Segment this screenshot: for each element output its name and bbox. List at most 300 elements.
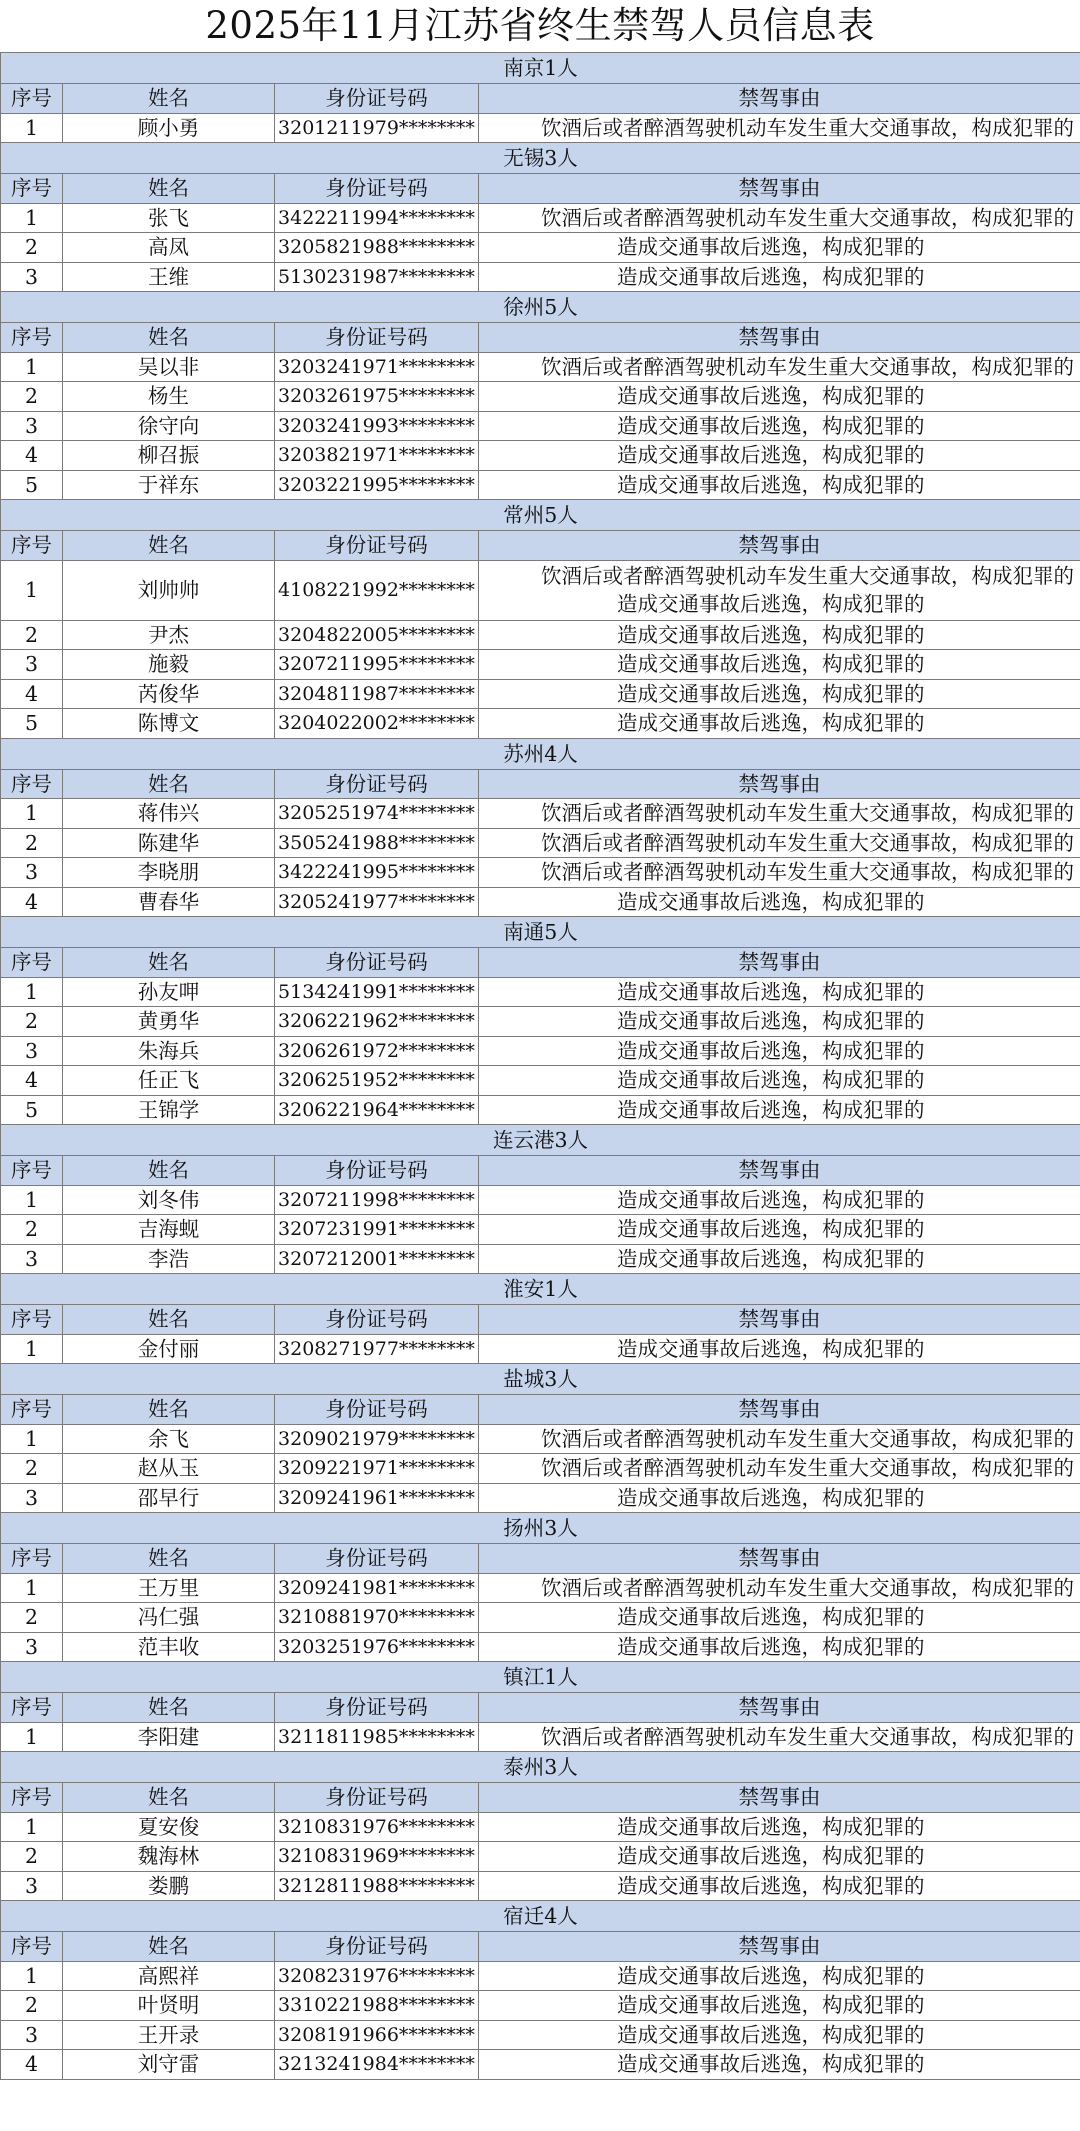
col-header-id: 身份证号码 (275, 1783, 479, 1813)
row-number: 3 (1, 650, 63, 680)
ban-reason-text: 造成交通事故后逃逸，构成犯罪的 (617, 1873, 925, 1898)
ban-reason-text: 饮酒后或者醉酒驾驶机动车发生重大交通事故，构成犯罪的 (541, 1426, 1075, 1451)
id-number: 3204822005******** (275, 620, 479, 650)
table-row (1, 1007, 1080, 1037)
table-row (1, 382, 1080, 412)
ban-reason (479, 1095, 1080, 1125)
row-number: 1 (1, 799, 63, 829)
ban-reason (479, 1573, 1080, 1603)
row-number: 3 (1, 858, 63, 888)
id-number: 3206221964******** (275, 1095, 479, 1125)
col-header-no: 序号 (1, 323, 63, 353)
row-number: 2 (1, 1603, 63, 1633)
row-number: 3 (1, 262, 63, 292)
table-row (1, 1603, 1080, 1633)
ban-reason (479, 1066, 1080, 1096)
city-name: 徐州5人 (1, 292, 1080, 323)
ban-reason-text: 造成交通事故后逃逸，构成犯罪的 (617, 1634, 925, 1659)
ban-reason (479, 233, 1080, 263)
ban-reason-text: 造成交通事故后逃逸，构成犯罪的 (617, 1485, 925, 1510)
column-header-row (1, 323, 1080, 353)
col-header-reason: 禁驾事由 (479, 1156, 1080, 1186)
table-row (1, 1961, 1080, 1991)
col-header-id: 身份证号码 (275, 1693, 479, 1723)
person-name: 芮俊华 (63, 679, 275, 709)
person-name: 李浩 (63, 1244, 275, 1274)
col-header-reason: 禁驾事由 (479, 1395, 1080, 1425)
city-header-row (1, 1901, 1080, 1932)
person-name: 黄勇华 (63, 1007, 275, 1037)
table-row (1, 1095, 1080, 1125)
page-title: 2025年11月江苏省终生禁驾人员信息表 (205, 4, 875, 47)
city-header-row (1, 53, 1080, 84)
row-number: 3 (1, 2020, 63, 2050)
table-row (1, 1215, 1080, 1245)
person-name: 魏海林 (63, 1842, 275, 1872)
person-name: 朱海兵 (63, 1036, 275, 1066)
person-name: 王开录 (63, 2020, 275, 2050)
person-name: 刘守雷 (63, 2050, 275, 2080)
city-name: 泰州3人 (1, 1752, 1080, 1783)
table-row (1, 799, 1080, 829)
person-name: 孙友呷 (63, 977, 275, 1007)
person-name: 吉海蚬 (63, 1215, 275, 1245)
id-number: 3205241977******** (275, 887, 479, 917)
ban-reason (479, 679, 1080, 709)
column-header-row (1, 769, 1080, 799)
ban-reason-text: 造成交通事故后逃逸，构成犯罪的 (617, 2022, 925, 2047)
col-header-no: 序号 (1, 84, 63, 114)
ban-reason-text: 造成交通事故后逃逸，构成犯罪的 (617, 264, 925, 289)
person-name: 任正飞 (63, 1066, 275, 1096)
id-number: 3209241981******** (275, 1573, 479, 1603)
col-header-no: 序号 (1, 1544, 63, 1574)
row-number: 2 (1, 828, 63, 858)
ban-reason (479, 382, 1080, 412)
person-name: 李阳建 (63, 1722, 275, 1752)
table-row (1, 1722, 1080, 1752)
table-row (1, 203, 1080, 233)
ban-reason-text: 造成交通事故后逃逸，构成犯罪的 (617, 1068, 925, 1092)
person-name: 陈博文 (63, 709, 275, 739)
person-name: 柳召振 (63, 441, 275, 471)
ban-reason-text: 造成交通事故后逃逸，构成犯罪的 (617, 1963, 925, 1988)
ban-reason (479, 560, 1080, 620)
ban-reason-text: 造成交通事故后逃逸，构成犯罪的 (617, 1187, 925, 1212)
row-number: 1 (1, 1334, 63, 1364)
id-number: 3209221971******** (275, 1454, 479, 1484)
table-row (1, 1842, 1080, 1872)
city-header-row (1, 1364, 1080, 1395)
person-name: 蒋伟兴 (63, 799, 275, 829)
ban-reason-text: 造成交通事故后逃逸，构成犯罪的 (617, 1246, 925, 1271)
ban-reason-text: 饮酒后或者醉酒驾驶机动车发生重大交通事故，构成犯罪的 (541, 563, 1075, 588)
col-header-name: 姓名 (63, 948, 275, 978)
col-header-name: 姓名 (63, 1783, 275, 1813)
col-header-no: 序号 (1, 1693, 63, 1723)
ban-reason-text: 造成交通事故后逃逸，构成犯罪的 (617, 1993, 925, 2017)
table-row (1, 1812, 1080, 1842)
city-name: 苏州4人 (1, 738, 1080, 769)
city-header-row (1, 500, 1080, 531)
ban-reason-text: 造成交通事故后逃逸，构成犯罪的 (617, 681, 925, 706)
id-number: 3310221988******** (275, 1991, 479, 2021)
id-number: 3505241988******** (275, 828, 479, 858)
person-name: 杨生 (63, 382, 275, 412)
city-header-row (1, 1752, 1080, 1783)
person-name: 王万里 (63, 1573, 275, 1603)
col-header-name: 姓名 (63, 1932, 275, 1962)
id-number: 3208231976******** (275, 1961, 479, 1991)
ban-reason (479, 650, 1080, 680)
ban-reason (479, 977, 1080, 1007)
row-number: 1 (1, 1424, 63, 1454)
table-row (1, 2020, 1080, 2050)
person-name: 娄鹏 (63, 1871, 275, 1901)
person-name: 陈建华 (63, 828, 275, 858)
ban-reason (479, 1483, 1080, 1513)
col-header-name: 姓名 (63, 323, 275, 353)
person-name: 叶贤明 (63, 1991, 275, 2021)
person-name: 邵早行 (63, 1483, 275, 1513)
city-name: 无锡3人 (1, 143, 1080, 174)
ban-reason (479, 1454, 1080, 1484)
table-row (1, 679, 1080, 709)
ban-reason (479, 2050, 1080, 2080)
column-header-row (1, 1305, 1080, 1335)
ban-table (0, 52, 1080, 2080)
col-header-no: 序号 (1, 1932, 63, 1962)
ban-reason (479, 1991, 1080, 2021)
ban-reason (479, 411, 1080, 441)
col-header-reason: 禁驾事由 (479, 174, 1080, 204)
column-header-row (1, 1156, 1080, 1186)
table-row (1, 113, 1080, 143)
person-name: 余飞 (63, 1424, 275, 1454)
city-header-row (1, 1513, 1080, 1544)
id-number: 3208191966******** (275, 2020, 479, 2050)
person-name: 刘帅帅 (63, 560, 275, 620)
table-row (1, 352, 1080, 382)
person-name: 范丰收 (63, 1632, 275, 1662)
ban-reason (479, 352, 1080, 382)
person-name: 徐守向 (63, 411, 275, 441)
table-row (1, 470, 1080, 500)
table-row (1, 233, 1080, 263)
id-number: 3210881970******** (275, 1603, 479, 1633)
table-row (1, 1036, 1080, 1066)
col-header-name: 姓名 (63, 1156, 275, 1186)
person-name: 于祥东 (63, 470, 275, 500)
ban-reason-text: 造成交通事故后逃逸，构成犯罪的 (617, 443, 925, 467)
table-row (1, 1871, 1080, 1901)
row-number: 1 (1, 203, 63, 233)
col-header-id: 身份证号码 (275, 84, 479, 114)
ban-reason (479, 828, 1080, 858)
ban-reason (479, 1842, 1080, 1872)
city-name: 镇江1人 (1, 1662, 1080, 1693)
table-row (1, 2050, 1080, 2080)
person-name: 吴以非 (63, 352, 275, 382)
col-header-name: 姓名 (63, 531, 275, 561)
col-header-no: 序号 (1, 1305, 63, 1335)
ban-reason-text: 造成交通事故后逃逸，构成犯罪的 (617, 1009, 925, 1033)
row-number: 4 (1, 887, 63, 917)
id-number: 3201211979******** (275, 113, 479, 143)
col-header-name: 姓名 (63, 84, 275, 114)
id-number: 3209021979******** (275, 1424, 479, 1454)
ban-reason (479, 620, 1080, 650)
ban-reason (479, 1812, 1080, 1842)
table-row (1, 1334, 1080, 1364)
row-number: 1 (1, 1573, 63, 1603)
table-row (1, 650, 1080, 680)
row-number: 2 (1, 1842, 63, 1872)
row-number: 2 (1, 1454, 63, 1484)
col-header-reason: 禁驾事由 (479, 769, 1080, 799)
ban-reason-text: 造成交通事故后逃逸，构成犯罪的 (617, 979, 925, 1004)
id-number: 3211811985******** (275, 1722, 479, 1752)
table-row (1, 441, 1080, 471)
ban-reason-text: 饮酒后或者醉酒驾驶机动车发生重大交通事故，构成犯罪的 (541, 1724, 1075, 1749)
table-body (1, 53, 1080, 2080)
ban-reason-text: 造成交通事故后逃逸，构成犯罪的 (617, 1814, 925, 1839)
person-name: 夏安俊 (63, 1812, 275, 1842)
ban-reason-text: 造成交通事故后逃逸，构成犯罪的 (617, 711, 925, 735)
col-header-no: 序号 (1, 174, 63, 204)
column-header-row (1, 531, 1080, 561)
col-header-reason: 禁驾事由 (479, 1932, 1080, 1962)
ban-reason-text: 造成交通事故后逃逸，构成犯罪的 (617, 1844, 925, 1868)
column-header-row (1, 948, 1080, 978)
row-number: 3 (1, 1036, 63, 1066)
column-header-row (1, 174, 1080, 204)
id-number: 3203821971******** (275, 441, 479, 471)
col-header-id: 身份证号码 (275, 1932, 479, 1962)
col-header-name: 姓名 (63, 1544, 275, 1574)
city-header-row (1, 292, 1080, 323)
col-header-reason: 禁驾事由 (479, 1693, 1080, 1723)
ban-reason (479, 887, 1080, 917)
table-row (1, 262, 1080, 292)
row-number: 2 (1, 1007, 63, 1037)
id-number: 3203241971******** (275, 352, 479, 382)
table-row (1, 1991, 1080, 2021)
ban-reason-text: 造成交通事故后逃逸，构成犯罪的 (617, 652, 925, 676)
city-name: 扬州3人 (1, 1513, 1080, 1544)
person-name: 曹春华 (63, 887, 275, 917)
ban-reason-text: 饮酒后或者醉酒驾驶机动车发生重大交通事故，构成犯罪的 (541, 354, 1075, 379)
ban-reason-text: 饮酒后或者醉酒驾驶机动车发生重大交通事故，构成犯罪的 (541, 801, 1075, 825)
person-name: 冯仁强 (63, 1603, 275, 1633)
city-header-row (1, 917, 1080, 948)
row-number: 5 (1, 470, 63, 500)
city-name: 淮安1人 (1, 1274, 1080, 1305)
ban-reason (479, 1334, 1080, 1364)
row-number: 1 (1, 1961, 63, 1991)
col-header-name: 姓名 (63, 174, 275, 204)
city-header-row (1, 738, 1080, 769)
id-number: 3207211995******** (275, 650, 479, 680)
person-name: 顾小勇 (63, 113, 275, 143)
id-number: 3203251976******** (275, 1632, 479, 1662)
ban-reason-text: 造成交通事故后逃逸，构成犯罪的 (617, 472, 925, 497)
id-number: 5134241991******** (275, 977, 479, 1007)
col-header-no: 序号 (1, 948, 63, 978)
ban-reason (479, 799, 1080, 829)
col-header-no: 序号 (1, 531, 63, 561)
row-number: 5 (1, 709, 63, 739)
column-header-row (1, 1544, 1080, 1574)
ban-reason-text: 饮酒后或者醉酒驾驶机动车发生重大交通事故，构成犯罪的 (541, 1575, 1075, 1600)
col-header-reason: 禁驾事由 (479, 1783, 1080, 1813)
ban-reason-text: 饮酒后或者醉酒驾驶机动车发生重大交通事故，构成犯罪的 (541, 860, 1075, 884)
row-number: 3 (1, 1632, 63, 1662)
ban-reason (479, 1424, 1080, 1454)
ban-reason-text: 造成交通事故后逃逸，构成犯罪的 (617, 235, 925, 259)
row-number: 2 (1, 620, 63, 650)
id-number: 5130231987******** (275, 262, 479, 292)
ban-reason-text: 造成交通事故后逃逸，构成犯罪的 (617, 384, 925, 408)
id-number: 3213241984******** (275, 2050, 479, 2080)
table-row (1, 411, 1080, 441)
col-header-id: 身份证号码 (275, 531, 479, 561)
city-name: 盐城3人 (1, 1364, 1080, 1395)
column-header-row (1, 84, 1080, 114)
col-header-id: 身份证号码 (275, 1305, 479, 1335)
id-number: 3203221995******** (275, 470, 479, 500)
city-header-row (1, 1125, 1080, 1156)
city-name: 连云港3人 (1, 1125, 1080, 1156)
row-number: 4 (1, 1066, 63, 1096)
row-number: 3 (1, 411, 63, 441)
ban-reason (479, 1244, 1080, 1274)
row-number: 1 (1, 560, 63, 620)
col-header-no: 序号 (1, 1395, 63, 1425)
id-number: 3206251952******** (275, 1066, 479, 1096)
id-number: 3206221962******** (275, 1007, 479, 1037)
person-name: 高熙祥 (63, 1961, 275, 1991)
ban-reason (479, 1603, 1080, 1633)
ban-reason-text: 造成交通事故后逃逸，构成犯罪的 (617, 413, 925, 438)
col-header-no: 序号 (1, 1156, 63, 1186)
col-header-name: 姓名 (63, 1693, 275, 1723)
id-number: 3206261972******** (275, 1036, 479, 1066)
row-number: 4 (1, 441, 63, 471)
column-header-row (1, 1783, 1080, 1813)
col-header-reason: 禁驾事由 (479, 323, 1080, 353)
id-number: 3203261975******** (275, 382, 479, 412)
id-number: 3207231991******** (275, 1215, 479, 1245)
city-header-row (1, 1274, 1080, 1305)
table-row (1, 1573, 1080, 1603)
id-number: 3422211994******** (275, 203, 479, 233)
table-row (1, 560, 1080, 620)
ban-reason (479, 441, 1080, 471)
person-name: 张飞 (63, 203, 275, 233)
ban-reason (479, 1215, 1080, 1245)
table-row (1, 1185, 1080, 1215)
row-number: 5 (1, 1095, 63, 1125)
row-number: 1 (1, 1722, 63, 1752)
row-number: 1 (1, 1812, 63, 1842)
ban-reason-text: 造成交通事故后逃逸，构成犯罪的 (617, 1097, 925, 1122)
col-header-name: 姓名 (63, 1305, 275, 1335)
ban-reason (479, 470, 1080, 500)
table-row (1, 858, 1080, 888)
row-number: 1 (1, 977, 63, 1007)
ban-reason (479, 1632, 1080, 1662)
col-header-id: 身份证号码 (275, 1395, 479, 1425)
col-header-id: 身份证号码 (275, 769, 479, 799)
col-header-no: 序号 (1, 769, 63, 799)
id-number: 3207212001******** (275, 1244, 479, 1274)
table-row (1, 1244, 1080, 1274)
ban-reason (479, 113, 1080, 143)
person-name: 尹杰 (63, 620, 275, 650)
city-name: 南京1人 (1, 53, 1080, 84)
col-header-reason: 禁驾事由 (479, 1544, 1080, 1574)
ban-reason-text: 造成交通事故后逃逸，构成犯罪的 (617, 592, 925, 616)
ban-reason-text: 饮酒后或者醉酒驾驶机动车发生重大交通事故，构成犯罪的 (541, 205, 1075, 230)
column-header-row (1, 1395, 1080, 1425)
col-header-id: 身份证号码 (275, 1544, 479, 1574)
col-header-reason: 禁驾事由 (479, 84, 1080, 114)
id-number: 3203241993******** (275, 411, 479, 441)
id-number: 3204811987******** (275, 679, 479, 709)
table-row (1, 709, 1080, 739)
col-header-name: 姓名 (63, 769, 275, 799)
row-number: 2 (1, 1991, 63, 2021)
col-header-id: 身份证号码 (275, 948, 479, 978)
col-header-reason: 禁驾事由 (479, 1305, 1080, 1335)
ban-reason-text: 饮酒后或者醉酒驾驶机动车发生重大交通事故，构成犯罪的 (541, 1456, 1075, 1480)
id-number: 3204022002******** (275, 709, 479, 739)
row-number: 3 (1, 1871, 63, 1901)
row-number: 4 (1, 679, 63, 709)
ban-reason-text: 造成交通事故后逃逸，构成犯罪的 (617, 1217, 925, 1241)
person-name: 李晓朋 (63, 858, 275, 888)
ban-reason (479, 203, 1080, 233)
ban-reason-text: 造成交通事故后逃逸，构成犯罪的 (617, 889, 925, 914)
ban-reason-text: 造成交通事故后逃逸，构成犯罪的 (617, 1336, 925, 1361)
ban-reason-text: 饮酒后或者醉酒驾驶机动车发生重大交通事故，构成犯罪的 (541, 115, 1075, 140)
person-name: 高凤 (63, 233, 275, 263)
person-name: 金付丽 (63, 1334, 275, 1364)
city-header-row (1, 143, 1080, 174)
column-header-row (1, 1932, 1080, 1962)
table-row (1, 828, 1080, 858)
id-number: 4108221992******** (275, 560, 479, 620)
ban-reason (479, 858, 1080, 888)
person-name: 刘冬伟 (63, 1185, 275, 1215)
id-number: 3207211998******** (275, 1185, 479, 1215)
ban-reason-text: 饮酒后或者醉酒驾驶机动车发生重大交通事故，构成犯罪的 (541, 830, 1075, 855)
table-row (1, 1066, 1080, 1096)
row-number: 2 (1, 233, 63, 263)
ban-reason (479, 2020, 1080, 2050)
id-number: 3208271977******** (275, 1334, 479, 1364)
table-row (1, 1424, 1080, 1454)
id-number: 3422241995******** (275, 858, 479, 888)
table-row (1, 977, 1080, 1007)
col-header-id: 身份证号码 (275, 1156, 479, 1186)
id-number: 3209241961******** (275, 1483, 479, 1513)
table-row (1, 1632, 1080, 1662)
row-number: 4 (1, 2050, 63, 2080)
ban-reason-text: 造成交通事故后逃逸，构成犯罪的 (617, 2052, 925, 2076)
ban-reason (479, 1722, 1080, 1752)
